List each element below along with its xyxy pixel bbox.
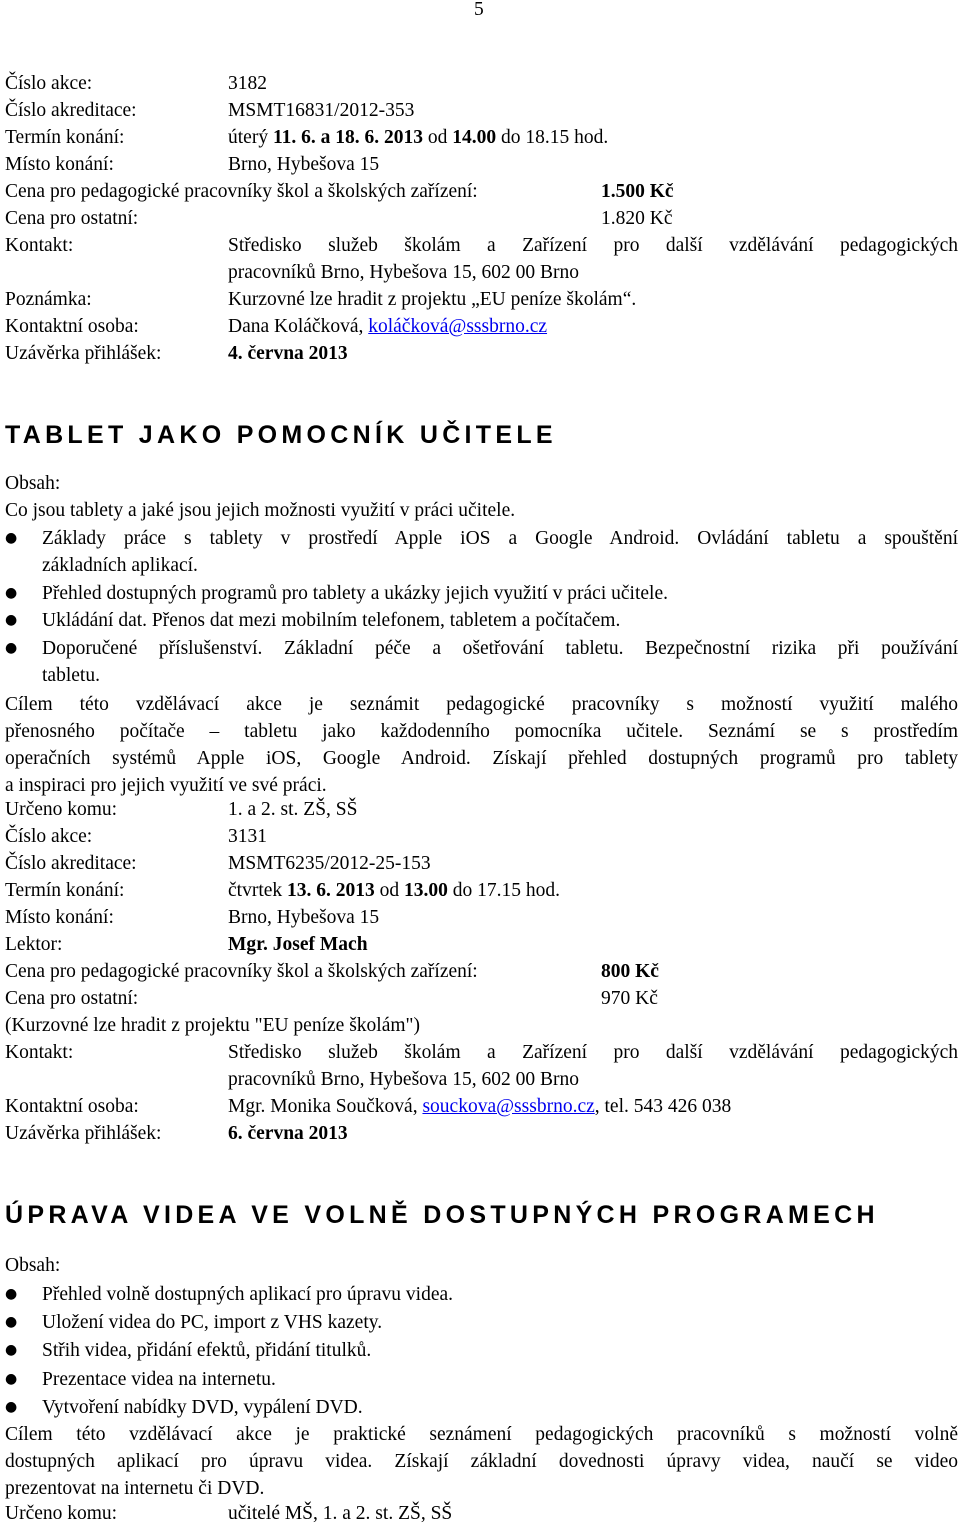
row-lecturer: [5, 931, 960, 958]
label: Kontaktní osoba:: [5, 316, 139, 337]
content-label: Obsah:: [5, 473, 61, 494]
row-accreditation: [5, 97, 960, 124]
value: úterý 11. 6. a 18. 6. 2013 od 14.00 do 18.15 hod.: [228, 127, 609, 148]
row-date: [5, 877, 960, 904]
bullet-icon: ●: [5, 1314, 18, 1330]
row-contact: [5, 1039, 960, 1066]
value: Dana Koláčková, koláčková@sssbrno.cz: [228, 316, 548, 337]
label: Místo konání:: [5, 154, 114, 175]
label: Číslo akce:: [5, 73, 93, 94]
bullet-item: ● Uložení videa do PC, import z VHS kazety.: [5, 1309, 958, 1336]
row-price-others: [5, 985, 960, 1012]
label: Určeno komu:: [5, 799, 118, 820]
value: Mgr. Monika Součková, souckova@sssbrno.cz, tel. 543 426 038: [228, 1096, 732, 1117]
value: 1.820 Kč: [601, 208, 673, 229]
email-link[interactable]: koláčková@sssbrno.cz: [368, 316, 548, 337]
description-line: dostupných aplikací pro úpravu videa. Získají základní dovednosti úpravy videa, naučí se video: [5, 1451, 958, 1472]
row-note: (Kurzovné lze hradit z projektu "EU peníze školám"): [5, 1015, 420, 1036]
bullet-item: ● Ukládání dat. Přenos dat mezi mobilním telefonem, tabletem a počítačem.: [5, 607, 958, 634]
value: 800 Kč: [601, 961, 659, 982]
label: Cena pro ostatní:: [5, 208, 139, 229]
bullet-icon: ●: [5, 1286, 18, 1302]
row-accreditation: [5, 850, 960, 877]
value: pracovníků Brno, Hybešova 15, 602 00 Brno: [228, 262, 579, 283]
label: Lektor:: [5, 934, 63, 955]
row-place: [5, 904, 960, 931]
description-line: Cílem této vzdělávací akce je seznámit pedagogické pracovníky s možností využití malého: [5, 694, 958, 715]
row-price-others: [5, 205, 960, 232]
row-action-no: [5, 70, 960, 97]
section-title: TABLET JAKO POMOCNÍK UČITELE: [5, 421, 557, 449]
label: Číslo akce:: [5, 826, 93, 847]
section-title: ÚPRAVA VIDEA VE VOLNĚ DOSTUPNÝCH PROGRAMECH: [5, 1201, 879, 1229]
content-label: Obsah:: [5, 1255, 61, 1276]
label: Cena pro pedagogické pracovníky škol a školských zařízení:: [5, 181, 478, 202]
row-price-teachers: [5, 958, 960, 985]
row-contact-person: [5, 313, 960, 340]
value: 1.500 Kč: [601, 181, 674, 202]
bullet-item: ● Přehled dostupných programů pro tablety a ukázky jejich využití v práci učitele.: [5, 580, 958, 607]
label: Cena pro ostatní:: [5, 988, 139, 1009]
label: Kontakt:: [5, 1042, 74, 1063]
value: 6. června 2013: [228, 1123, 348, 1144]
row-contact-cont: [5, 1066, 960, 1093]
value: Brno, Hybešova 15: [228, 154, 380, 175]
value: učitelé MŠ, 1. a 2. st. ZŠ, SŠ: [228, 1503, 453, 1524]
row-audience: [5, 796, 960, 823]
bullet-icon: ●: [5, 530, 18, 546]
bullet-icon: ●: [5, 612, 18, 628]
value: Brno, Hybešova 15: [228, 907, 380, 928]
row-date: [5, 124, 960, 151]
bullet-icon: ●: [5, 1399, 18, 1415]
value: 3182: [228, 73, 267, 94]
bullet-item: ● Střih videa, přidání efektů, přidání titulků.: [5, 1337, 958, 1364]
value: 970 Kč: [601, 988, 658, 1009]
label: Číslo akreditace:: [5, 853, 137, 874]
description-line: a inspiraci pro jejich využití ve své práci.: [5, 775, 327, 796]
value: MSMT16831/2012-353: [228, 100, 415, 121]
row-contact-cont: [5, 259, 960, 286]
description-line: operačních systémů Apple iOS, Google Android. Získají přehled dostupných programů pro tablety: [5, 748, 958, 769]
value: pracovníků Brno, Hybešova 15, 602 00 Brno: [228, 1069, 579, 1090]
row-contact: [5, 232, 960, 259]
description-line: prezentovat na internetu či DVD.: [5, 1478, 265, 1499]
value: Kurzovné lze hradit z projektu „EU peníze školám“.: [228, 289, 637, 310]
page-number: 5: [474, 0, 484, 20]
row-price-teachers: [5, 178, 960, 205]
value: 4. června 2013: [228, 343, 348, 364]
label: Uzávěrka přihlášek:: [5, 1123, 162, 1144]
description-line: Cílem této vzdělávací akce je praktické seznámení pedagogických pracovníků s možností volně: [5, 1424, 958, 1445]
bullet-item: ● Vytvoření nabídky DVD, vypálení DVD.: [5, 1394, 958, 1421]
row-contact-person: [5, 1093, 960, 1120]
description-line: přenosného počítače – tabletu jako každodenního pomocníka učitele. Seznámí se s prostředím: [5, 721, 958, 742]
bullet-icon: ●: [5, 1342, 18, 1358]
label: Číslo akreditace:: [5, 100, 137, 121]
label: Určeno komu:: [5, 1503, 118, 1524]
email-link[interactable]: souckova@sssbrno.cz: [422, 1096, 595, 1117]
value: 1. a 2. st. ZŠ, SŠ: [228, 799, 358, 820]
label: Termín konání:: [5, 880, 125, 901]
row-action-no: [5, 823, 960, 850]
value: Středisko služeb školám a Zařízení pro další vzdělávání pedagogických: [228, 235, 958, 256]
row-note: [5, 286, 960, 313]
label: Kontakt:: [5, 235, 74, 256]
label: Termín konání:: [5, 127, 125, 148]
label: Uzávěrka přihlášek:: [5, 343, 162, 364]
label: Místo konání:: [5, 907, 114, 928]
row-deadline: [5, 1120, 960, 1147]
value: Středisko služeb školám a Zařízení pro další vzdělávání pedagogických: [228, 1042, 958, 1063]
content-intro: Co jsou tablety a jaké jsou jejich možnosti využití v práci učitele.: [5, 500, 516, 521]
row-audience: [5, 1500, 960, 1527]
bullet-icon: ●: [5, 640, 18, 656]
bullet-item: ● Přehled volně dostupných aplikací pro úpravu videa.: [5, 1281, 958, 1308]
label: Poznámka:: [5, 289, 92, 310]
row-deadline: [5, 340, 960, 367]
bullet-icon: ●: [5, 585, 18, 601]
value: Mgr. Josef Mach: [228, 934, 368, 955]
bullet-icon: ●: [5, 1371, 18, 1387]
row-place: [5, 151, 960, 178]
label: Kontaktní osoba:: [5, 1096, 139, 1117]
bullet-item: ● Doporučené příslušenství. Základní péče a ošetřování tabletu. Bezpečnostní rizika při používání tabletu.: [5, 635, 958, 689]
bullet-item: ● Prezentace videa na internetu.: [5, 1366, 958, 1393]
value: 3131: [228, 826, 267, 847]
value: MSMT6235/2012-25-153: [228, 853, 431, 874]
bullet-item: ● Základy práce s tablety v prostředí Apple iOS a Google Android. Ovládání tabletu a spouštění základních aplikací.: [5, 525, 958, 579]
label: Cena pro pedagogické pracovníky škol a školských zařízení:: [5, 961, 478, 982]
value: čtvrtek 13. 6. 2013 od 13.00 do 17.15 hod.: [228, 880, 561, 901]
